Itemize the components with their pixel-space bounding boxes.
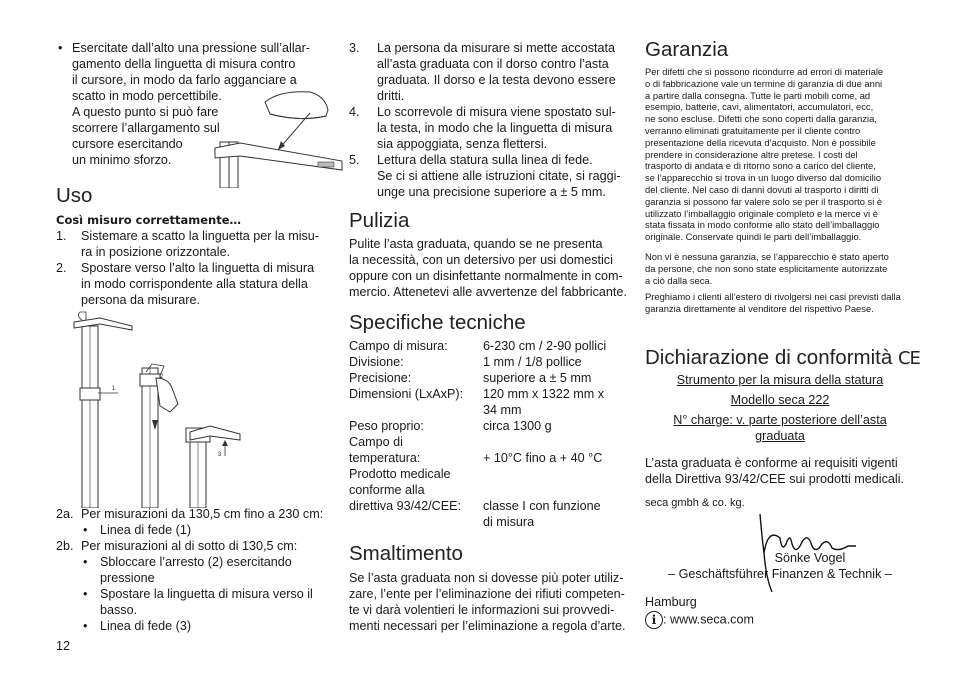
spec-value: 120 mm x 1322 mm x 34 mm: [483, 387, 605, 417]
subheading: Così misuro correttamente…: [56, 213, 242, 227]
step-item: [56, 228, 326, 260]
bullet-mark: •: [83, 555, 88, 569]
info-icon: i: [645, 611, 663, 629]
text-line: Spostare verso l’alto la linguetta di misura: [81, 261, 315, 275]
spec-value: classe I con funzione di misura: [483, 499, 601, 529]
steps-list-continued: [349, 40, 629, 200]
step-number: 2b.: [56, 539, 74, 553]
garanzia-paragraph-3: Preghiamo i clienti all’estero di rivolgersi nei casi previsti dalla garanzia direttamente al venditore del rispettivo Paese.: [645, 291, 901, 314]
pulizia-paragraph: Pulite l’asta graduata, quando se ne presenta la necessità, con un detersivo per usi domestici oppure con un disinfettante normalmente in com- mercio. Attenetevi alle avvertenze del fabbricante.: [349, 237, 627, 299]
spec-key: Prodotto medicale conforme alla direttiva 93/42/CEE:: [349, 467, 462, 513]
text-line: il cursore, in modo da farlo agganciare a: [72, 73, 297, 87]
text-line: Esercitate dall’alto una pressione sull’allar-: [72, 41, 311, 55]
specs-table: [349, 338, 629, 530]
text-line: A questo punto si può fare: [72, 105, 219, 119]
text-line: Sistemare a scatto la linguetta per la misu-: [81, 229, 319, 243]
step-number: 3.: [349, 41, 360, 55]
spec-row: [349, 418, 629, 434]
spec-key: Peso proprio:: [349, 419, 424, 433]
text-line: in modo corrispondente alla statura della: [81, 277, 308, 291]
step-item: 4. Lo scorrevole di misura viene spostato sul- la testa, in modo che la linguetta di misura sia appoggiata, senza flettersi.: [349, 105, 616, 151]
text-line: ra in posizione orizzontale.: [81, 245, 231, 259]
smaltimento-paragraph: Se l’asta graduata non si dovesse più poter utiliz- zare, l’ente per l’eliminazione dei rifiuti competen- te vi darà volentieri le informazioni sui provvedi- menti necessari per l’eliminazione a regola d’arte.: [349, 571, 626, 633]
text-line: scatto in modo percettibile.: [72, 89, 222, 103]
bullet-mark: •: [83, 587, 88, 601]
spec-value: 1 mm / 1/8 pollice: [483, 355, 582, 369]
spec-row: [349, 386, 629, 418]
bullet-mark: •: [83, 619, 88, 633]
section-title-pulizia: Pulizia: [349, 209, 410, 232]
ce-mark-icon: CE: [897, 348, 920, 369]
bullet-mark: •: [83, 523, 88, 537]
step-number: 1.: [56, 229, 67, 243]
step-number: 4.: [349, 105, 360, 119]
bullet-text: Sbloccare l’arresto (2) esercitando pressione: [100, 555, 292, 585]
website-line: [645, 611, 754, 629]
section-title-specs: Specifiche tecniche: [349, 311, 526, 334]
conformita-product-lines: Strumento per la misura della statura Modello seca 222 N° charge: v. parte posteriore dell’asta graduata: [673, 373, 887, 443]
spec-row: [349, 466, 629, 530]
stadiometer-illustration: [60, 308, 260, 508]
step-item: 3. La persona da misurare si mette accostata all’asta graduata con il dorso contro l’asta graduata. Il dorso e la testa devono essere dritti.: [349, 41, 616, 103]
figure-label: 3: [218, 452, 222, 458]
text-line: persona da misurare.: [81, 293, 201, 307]
signer-name: Sönke Vogel: [774, 551, 846, 565]
city: Hamburg: [645, 595, 697, 609]
spec-row: [349, 338, 629, 354]
conformita-title-text: Dichiarazione di conformità: [645, 346, 893, 369]
spec-key: Campo di temperatura:: [349, 435, 421, 465]
page-number: 12: [56, 639, 71, 653]
spec-value: 6-230 cm / 2-90 pollici: [483, 339, 607, 353]
step-item: 5. Lettura della statura sulla linea di fede. Se ci si attiene alle istruzioni citate, si raggi- unge una precisione superiore a ± 5 mm.: [349, 153, 621, 199]
company-name: seca gmbh & co. kg.: [645, 497, 745, 509]
step-number: 2.: [56, 261, 67, 275]
bullet-mark: •: [58, 41, 63, 55]
spec-row: [349, 354, 629, 370]
spec-value: circa 1300 g: [483, 419, 552, 433]
step-item: [56, 260, 326, 308]
text-line: gamento della linguetta di misura contro: [72, 57, 296, 71]
section-title-conformita: [645, 346, 920, 371]
spec-key: Precisione:: [349, 371, 412, 385]
text-line: scorrere l’allargamento sul: [72, 121, 220, 135]
bullet-text: Spostare la linguetta di misura verso il basso.: [100, 587, 313, 617]
section-title-uso: Uso: [56, 184, 93, 207]
spec-value: superiore a ± 5 mm: [483, 371, 592, 385]
spec-key: Dimensioni (LxAxP):: [349, 387, 464, 401]
conformita-text: L’asta graduata è conforme ai requisiti vigenti della Direttiva 93/42/CEE sui prodotti medicali.: [645, 456, 904, 486]
text-line: cursore esercitando: [72, 137, 183, 151]
step-number: 5.: [349, 153, 360, 167]
garanzia-paragraph-2: Non vi è nessuna garanzia, se l’apparecchio è stato aperto da persone, che non sono state esplicitamente autorizzate a ciò dalla seca.: [645, 251, 889, 286]
bullet-text: Linea di fede (1): [100, 523, 192, 537]
signer-block: [645, 550, 915, 582]
spec-value: + 10°C fino a + 40 °C: [483, 451, 603, 465]
spec-row: [349, 370, 629, 386]
spec-key: Divisione:: [349, 355, 404, 369]
spec-key: Campo di misura:: [349, 339, 448, 353]
section-title-smaltimento: Smaltimento: [349, 542, 463, 565]
step-text: Per misurazioni da 130,5 cm fino a 230 cm:: [81, 507, 324, 521]
text-line: un minimo sforzo.: [72, 153, 172, 167]
tab-slider-illustration: [210, 88, 345, 188]
signer-role: – Geschäftsführer Finanzen & Technik –: [668, 567, 892, 581]
spec-row: [349, 434, 629, 466]
figure-label: 2: [160, 374, 164, 380]
step-text: Per misurazioni al di sotto di 130,5 cm:: [81, 539, 298, 553]
garanzia-paragraph-1: Per difetti che si possono ricondurre ad errori di materiale o di fabbricazione vale un termine di garanzia di due anni a partire dalla consegna. Tutte le parti mobili come, ad esempio, batterie, cavi, alimentatori, accumulatori, ecc, ne sono escluse. Difetti che sono coperti dalla garanzia, verranno eliminati gratuitamente per il cliente contro presentazione della ricevuta d’acquisto. Non è possibile prendere in considerazione altre pretese. I costi del trasporto di andata e di ritorno sono a carico del cliente, se l’apparecchio si trova in un luogo diverso dal domicilio del cliente. Nel caso di danni dovuti al trasporto i diritti di garanzia si possono far valere solo se per il trasporto si è utilizzato l’imballaggio originale completo e la merce vi è stata fissata in modo conforme allo stato dell’imballaggio originale. Conservate quindi le parti dell’imballaggio.: [645, 66, 884, 243]
bullet-text: Linea di fede (3): [100, 619, 192, 633]
section-title-garanzia: Garanzia: [645, 38, 729, 61]
step-number: 2a.: [56, 507, 74, 521]
figure-label: 1: [112, 386, 116, 392]
steps-list: [56, 228, 326, 308]
website-link[interactable]: : www.seca.com: [663, 612, 754, 627]
